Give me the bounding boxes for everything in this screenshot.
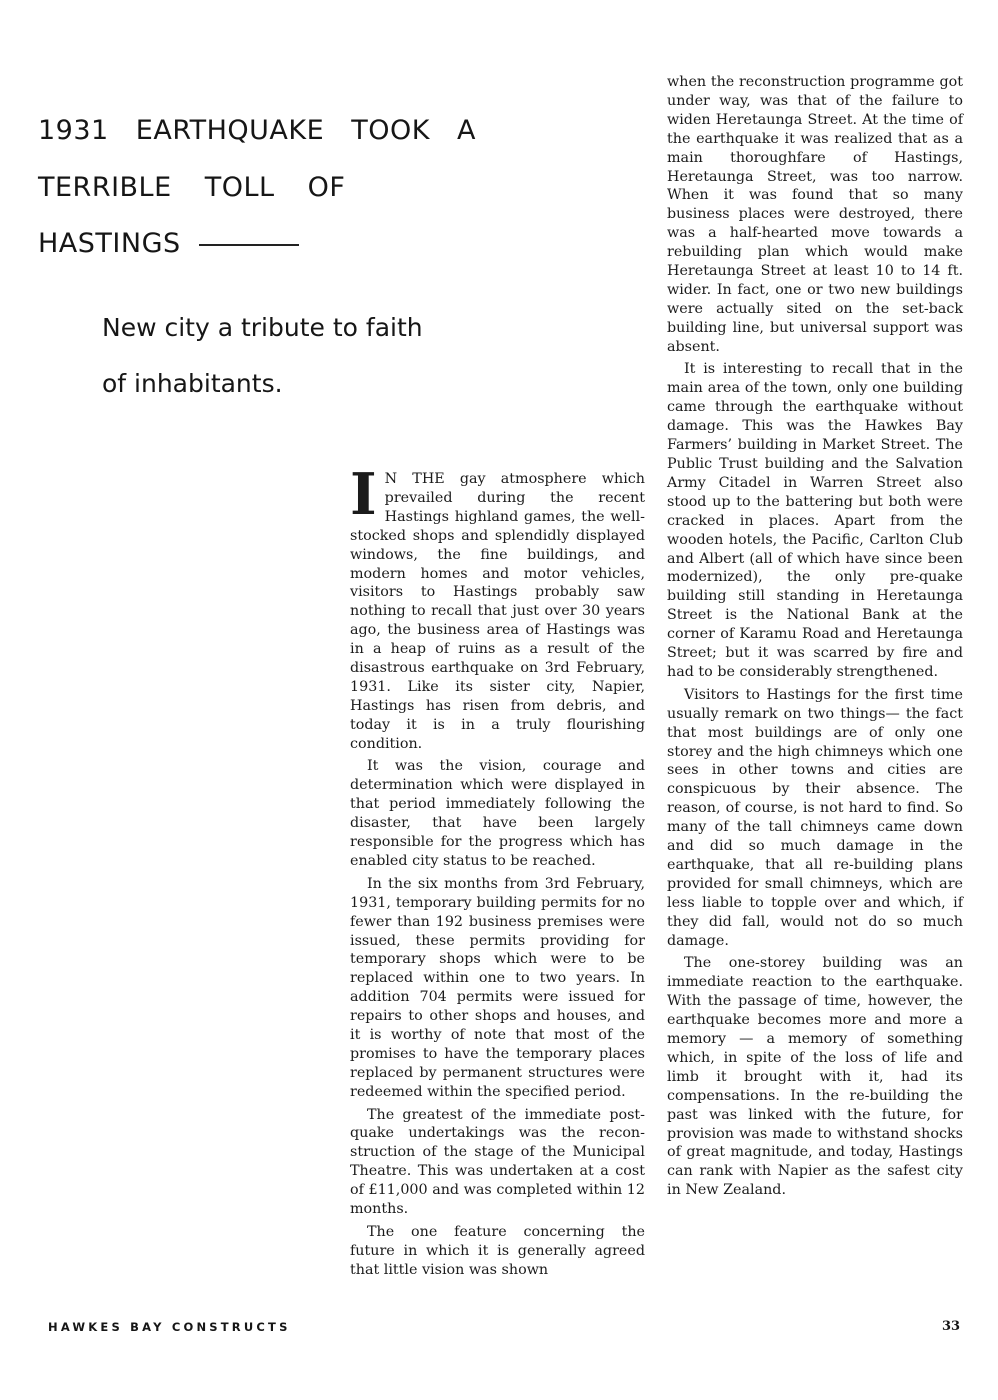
- drop-cap: I: [350, 461, 377, 528]
- headline-rule: [199, 244, 299, 246]
- subheadline-line-2: of inhabitants.: [102, 369, 283, 398]
- headline-line-3: [38, 228, 299, 259]
- article-paragraph: The greatest of the immediate post-quake undertakings was the reconstruction of the stage of the Municipal Theatre. This was undertaken at a cost of £11,000 and was completed within 12 months.: [350, 1106, 645, 1218]
- headline-line-1: 1931 EARTHQUAKE TOOK A: [38, 115, 477, 146]
- page-number: 33: [942, 1319, 961, 1334]
- article-paragraph: Visitors to Hastings for the first time usually remark on two things— the fact that most buildings are of only one storey and the high chimneys which one sees in other towns and cities are conspicuous by their absence. The reason, of course, is not hard to find. So many of the tall chimneys came down and did so much damage in the earthquake, that all re-building plans provided for small chimneys, which are less liable to topple over and which, if they did fall, would not do so much damage.: [667, 686, 963, 949]
- article-paragraph: It is interesting to recall that in the main area of the town, only one building came through the earthquake without damage. This was the Hawkes Bay Farmers’ building in Market Street. The Public Trust building and the Salvation Army Citadel in Warren Street also stood up to the battering but both were cracked in places. Apart from the wooden hotels, the Pacific, Carlton Club and Albert (all of which have since been modernized), the only pre-quake building still standing in Heretaunga Street is the National Bank at the corner of Karamu Road and Heretaunga Street; but it was scarred by fire and had to be considerably strengthened.: [667, 361, 963, 680]
- article-paragraph: The one feature concerning the future in which it is generally agreed that little vision was shown: [350, 1223, 645, 1278]
- subheadline-line-1: New city a tribute to faith: [102, 313, 423, 342]
- publication-footer: HAWKES BAY CONSTRUCTS: [48, 1320, 291, 1334]
- article-column-middle: [350, 461, 645, 1284]
- article-column-right: [667, 73, 963, 1204]
- headline-line-2: TERRIBLE TOLL OF: [38, 172, 346, 203]
- article-paragraph: It was the vision, courage and determination which were displayed in that period immediately following the disaster, that have been largely responsible for the progress which has enabled city status to be reached.: [350, 758, 645, 870]
- article-paragraph: In the six months from 3rd February, 1931, temporary building permits for no fewer than 192 business premises were issued, these permits providing for temporary shops which were to be replaced within one to two years. In addition 704 permits were issued for repairs to other shops and houses, and it is worthy of note that most of the promises to have the temporary places replaced by permanent structures were redeemed within the specified period.: [350, 875, 645, 1100]
- headline-line-3-text: HASTINGS: [38, 228, 181, 259]
- article-paragraph: The one-storey building was an immediate reaction to the earthquake. With the passage of time, however, the earthquake becomes more and more a memory — a memory of something which, in spite of the loss of life and limb it brought with it, had its compensations. In the re-building the past was linked with the future, for provision was made to withstand shocks of great magnitude, and today, Hastings can rank with Napier as the safest city in New Zealand.: [667, 955, 963, 1199]
- paragraph-text: N THE gay atmosphere which prevailed during the recent Hastings highland games, the well-stocked shops and splendidly displayed windows, the fine buildings, and modern homes and motor vehicles, visitors to Hastings probably saw nothing to recall that just over 30 years ago, the business area of Hastings was in a heap of ruins as a result of the disastrous earthquake on 3rd February, 1931. Like its sister city, Napier, Hastings has risen from debris, and today it is in a truly flourishing condition.: [350, 471, 645, 752]
- article-paragraph: when the reconstruction programme got under way, was that of the failure to widen Heretaunga Street. At the time of the earthquake it was realized that as a main thoroughfare of Hastings, Heretaunga Street, was too narrow. When it was found that so many business places were destroyed, there was a half-hearted move towards a rebuilding plan which would make Heretaunga Street at least 10 to 14 ft. wider. In fact, one or two new buildings were actually sited on the set-back building line, but universal support was absent.: [667, 74, 963, 355]
- article-paragraph: [350, 461, 645, 754]
- subheadline: [102, 300, 423, 412]
